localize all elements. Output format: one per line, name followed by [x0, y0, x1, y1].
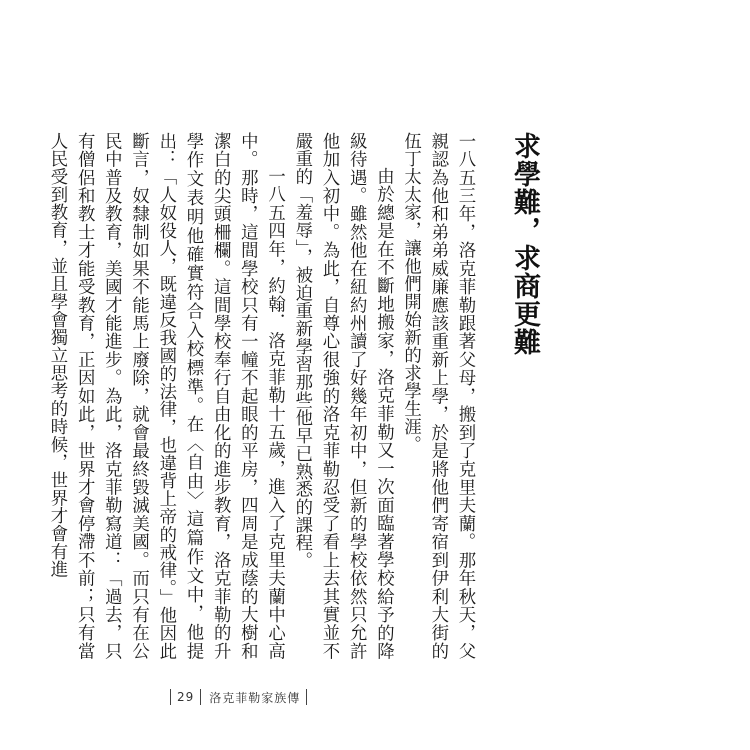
- footer-right-rule: [306, 689, 307, 705]
- running-title: 洛克菲勒家族傳: [209, 690, 301, 705]
- page-footer: [170, 688, 307, 706]
- chapter-title: 求學難，求商更難: [509, 132, 540, 356]
- paragraph-2: 由於總是在不斷地搬家，洛克菲勒又一次面臨著學校給予的降級待遇。雖然他在紐約州讀了好幾年初中，但新的學校依然只允許他加入初中。為此，自尊心很強的洛克菲勒忍受了看上去其實並不嚴重的「羞辱」，被迫重新學習那些他早已熟悉的課程。: [291, 132, 394, 660]
- footer-divider: [200, 689, 201, 705]
- paragraph-1: 一八五三年，洛克菲勒跟著父母，搬到了克里夫蘭。那年秋天，父親認為他和弟弟威廉應該重新上學，於是將他們寄宿到伊利大街的伍丁太太家，讓他們開始新的求學生涯。: [400, 132, 475, 660]
- footer-left-rule: [170, 689, 171, 705]
- body-text: [43, 132, 478, 660]
- page-number: 29: [177, 690, 195, 704]
- paragraph-3: 一八五四年，約翰．洛克菲勒十五歲，進入了克里夫蘭中心高中。那時，這間學校只有一幢不起眼的平房，四周是成蔭的大樹和潔白的尖頭柵欄。這間學校奉行自由化的進步教育，洛克菲勒的升學作文表明他確實符合入校標準。在〈自由〉這篇作文中，他提出：「人奴役人，既違反我國的法律，也違背上帝的戒律。」他因此斷言，奴隸制如果不能馬上廢除，就會最終毀滅美國。而只有在公民中普及教育，美國才能進步。為此，洛克菲勒寫道：「過去，只有僧侶和教士才能受教育，正因如此，世界才會停滯不前；只有當人民受到教育，並且學會獨立思考的時候，世界才會有進: [46, 132, 285, 660]
